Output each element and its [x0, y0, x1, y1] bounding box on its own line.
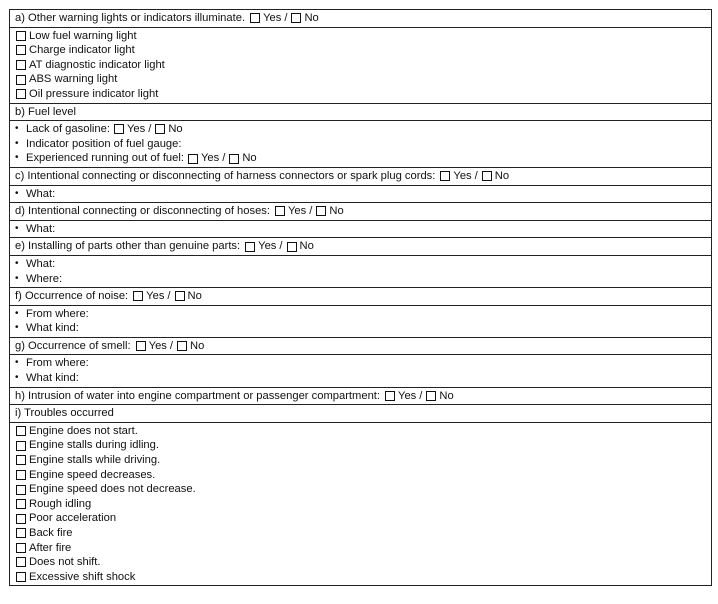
no-label: No — [329, 205, 344, 218]
what-label: What: — [26, 222, 56, 235]
yes-label: Yes — [258, 240, 277, 253]
yes-label: Yes — [263, 12, 282, 24]
yes-label: Yes — [148, 339, 167, 352]
slash: / — [419, 389, 423, 402]
section-e-title: e) Installing of parts other than genuine parts: — [15, 240, 241, 253]
what-kind-label: What kind: — [26, 322, 79, 335]
section-g-body — [10, 355, 711, 387]
what-label: What: — [26, 187, 56, 200]
bullet: • — [15, 257, 19, 269]
checkbox[interactable] — [16, 60, 26, 70]
no-checkbox[interactable] — [287, 242, 297, 252]
item-label: Excessive shift shock — [29, 570, 136, 583]
slash: / — [148, 123, 152, 136]
item-label: Back fire — [29, 527, 73, 539]
section-e-body — [10, 256, 711, 288]
list-item — [15, 72, 711, 87]
list-item — [15, 541, 711, 556]
item-label: Poor acceleration — [29, 512, 117, 525]
bullet: • — [15, 187, 19, 199]
section-c-header — [10, 168, 711, 186]
item-label: AT diagnostic indicator light — [29, 58, 165, 71]
no-checkbox[interactable] — [155, 124, 165, 134]
section-d-header — [10, 203, 711, 221]
item-label: Does not shift. — [29, 556, 101, 569]
list-item — [15, 371, 711, 386]
checkbox[interactable] — [16, 543, 26, 553]
list-item — [15, 222, 711, 237]
no-label: No — [168, 123, 183, 136]
no-checkbox[interactable] — [291, 13, 301, 23]
no-label: No — [242, 152, 257, 165]
section-b-title: b) Fuel level — [15, 105, 76, 118]
checkbox[interactable] — [16, 31, 26, 41]
no-label: No — [299, 240, 314, 253]
list-item — [15, 137, 711, 152]
yes-checkbox[interactable] — [188, 154, 198, 164]
section-g-title: g) Occurrence of smell: — [15, 339, 131, 352]
from-where-label: From where: — [26, 357, 89, 370]
item-label: Engine speed does not decrease. — [29, 483, 196, 496]
checkbox[interactable] — [16, 89, 26, 99]
section-i-body — [10, 423, 711, 587]
slash: / — [309, 205, 313, 218]
checkbox[interactable] — [16, 441, 26, 451]
yes-label: Yes — [453, 169, 472, 182]
section-h-header — [10, 388, 711, 406]
yes-checkbox[interactable] — [440, 171, 450, 181]
item-label: Rough idling — [29, 497, 92, 510]
no-checkbox[interactable] — [175, 291, 185, 301]
checkbox[interactable] — [16, 572, 26, 582]
ran-out-of-fuel-label: Experienced running out of fuel: — [26, 152, 184, 165]
bullet: • — [15, 307, 19, 319]
list-item — [15, 257, 711, 272]
section-i-title: i) Troubles occurred — [15, 407, 114, 420]
checkbox[interactable] — [16, 485, 26, 495]
checkbox[interactable] — [16, 426, 26, 436]
section-d-title: d) Intentional connecting or disconnecting of hoses: — [15, 205, 270, 218]
slash: / — [284, 12, 288, 24]
list-item — [15, 453, 711, 468]
fuel-gauge-label: Indicator position of fuel gauge: — [26, 137, 182, 150]
what-kind-label: What kind: — [26, 372, 79, 385]
yes-label: Yes — [146, 290, 165, 303]
list-item — [15, 438, 711, 453]
list-item — [15, 122, 711, 137]
yes-label: Yes — [126, 123, 146, 136]
no-label: No — [494, 169, 510, 182]
list-item — [15, 87, 711, 102]
section-g-header — [10, 338, 711, 356]
no-label: No — [187, 290, 202, 303]
yes-checkbox[interactable] — [114, 124, 124, 134]
item-label: Engine does not start. — [29, 424, 138, 437]
item-label: Charge indicator light — [29, 44, 135, 57]
questionnaire-form — [9, 9, 712, 586]
list-item — [15, 526, 711, 541]
checkbox[interactable] — [16, 455, 26, 465]
yes-checkbox[interactable] — [136, 341, 146, 351]
yes-label: Yes — [288, 205, 307, 218]
checkbox[interactable] — [16, 557, 26, 567]
yes-checkbox[interactable] — [250, 13, 260, 23]
list-item — [15, 151, 711, 166]
item-label: Oil pressure indicator light — [29, 87, 159, 100]
no-checkbox[interactable] — [316, 206, 326, 216]
list-item — [15, 307, 711, 322]
slash: / — [474, 169, 478, 182]
yes-label: Yes — [200, 152, 220, 165]
list-item — [15, 511, 711, 526]
section-a-title: a) Other warning lights or indicators illuminate. — [15, 12, 246, 24]
no-label: No — [439, 389, 454, 402]
item-label: Engine speed decreases. — [29, 468, 156, 481]
where-label: Where: — [26, 272, 63, 285]
section-i-header — [10, 405, 711, 423]
from-where-label: From where: — [26, 307, 89, 320]
slash: / — [279, 240, 283, 253]
slash: / — [222, 152, 226, 165]
list-item — [15, 570, 711, 585]
checkbox[interactable] — [16, 528, 26, 538]
list-item — [15, 43, 711, 58]
list-item — [15, 497, 711, 512]
what-label: What: — [26, 257, 56, 270]
yes-checkbox[interactable] — [133, 291, 143, 301]
no-label: No — [304, 12, 319, 24]
section-e-header — [10, 238, 711, 256]
yes-checkbox[interactable] — [385, 391, 395, 401]
list-item — [15, 555, 711, 570]
section-b-header — [10, 104, 711, 122]
no-label: No — [190, 339, 205, 352]
item-label: Engine stalls while driving. — [29, 454, 161, 467]
section-a-yes-no — [249, 11, 319, 26]
bullet: • — [15, 137, 19, 149]
yes-checkbox[interactable] — [275, 206, 285, 216]
section-f-body — [10, 306, 711, 338]
bullet: • — [15, 152, 19, 164]
list-item — [15, 272, 711, 287]
item-label: Engine stalls during idling. — [29, 439, 159, 452]
list-item — [15, 468, 711, 483]
item-label: After fire — [29, 541, 72, 554]
checkbox[interactable] — [16, 514, 26, 524]
list-item — [15, 187, 711, 202]
section-c-body — [10, 186, 711, 204]
bullet: • — [15, 222, 19, 234]
bullet: • — [15, 272, 19, 284]
list-item — [15, 424, 711, 439]
no-checkbox[interactable] — [482, 171, 492, 181]
checkbox[interactable] — [16, 470, 26, 480]
no-checkbox[interactable] — [229, 154, 239, 164]
item-label: ABS warning light — [29, 73, 118, 86]
section-a-body — [10, 28, 711, 104]
bullet: • — [15, 372, 19, 384]
section-a-header — [10, 10, 711, 28]
list-item — [15, 29, 711, 44]
list-item — [15, 482, 711, 497]
section-h-title: h) Intrusion of water into engine compartment or passenger compartment: — [15, 389, 381, 402]
bullet: • — [15, 123, 19, 135]
section-f-header — [10, 288, 711, 306]
section-b-body — [10, 121, 711, 168]
checkbox[interactable] — [16, 499, 26, 509]
section-c-title: c) Intentional connecting or disconnecting of harness connectors or spark plug cords: — [15, 169, 436, 182]
list-item — [15, 58, 711, 73]
bullet: • — [15, 357, 19, 369]
bullet: • — [15, 322, 19, 334]
slash: / — [167, 290, 171, 303]
yes-checkbox[interactable] — [245, 242, 255, 252]
yes-label: Yes — [398, 389, 417, 402]
list-item — [15, 356, 711, 371]
item-label: Low fuel warning light — [29, 29, 137, 42]
section-f-title: f) Occurrence of noise: — [15, 290, 129, 303]
checkbox[interactable] — [16, 75, 26, 85]
slash: / — [169, 339, 173, 352]
lack-of-gasoline-label: Lack of gasoline: — [26, 123, 110, 136]
no-checkbox[interactable] — [177, 341, 187, 351]
list-item — [15, 321, 711, 336]
section-d-body — [10, 221, 711, 239]
checkbox[interactable] — [16, 45, 26, 55]
no-checkbox[interactable] — [426, 391, 436, 401]
